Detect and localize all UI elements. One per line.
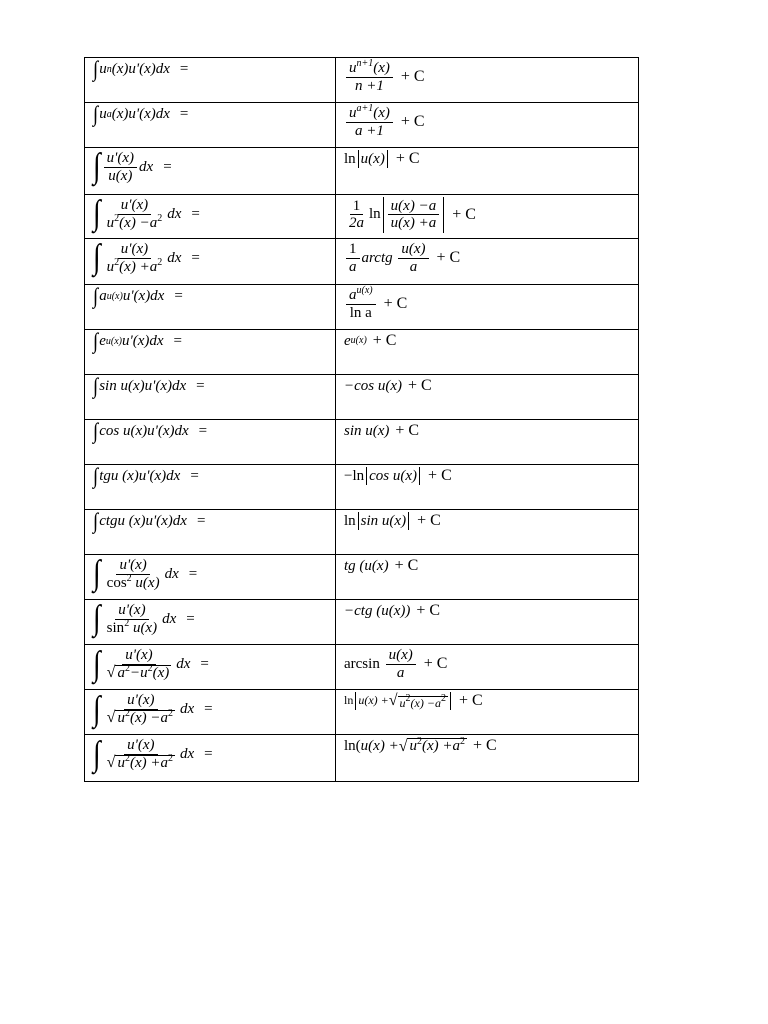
result-cell: $\frac{1}{2a}$ ln $\frac{u(x) -a}{u(x) +a}$ + C [336, 195, 639, 239]
integral-cell: ∫ $\frac{u'(x)}{u^2(x) -a^2}$ dx = [85, 195, 336, 239]
integral-cell: ∫ sin u(x)u'(x)dx = [85, 375, 336, 420]
table-row [85, 735, 639, 782]
integral-formula-table [84, 57, 639, 782]
result-cell: −cos u(x) + C [336, 375, 639, 420]
result-cell: e u(x) + C [336, 330, 639, 375]
table-row [85, 239, 639, 285]
result-cell: ln sin u(x) + C [336, 510, 639, 555]
integral-cell: ∫ e u(x) u'(x)dx = [85, 330, 336, 375]
result-cell: tg (u(x) + C [336, 555, 639, 600]
integral-cell: ∫ $\frac{u'(x)}{\cos^2 u(x)}$ dx = [85, 555, 336, 600]
integral-cell: ∫ ctgu (x)u'(x)dx = [85, 510, 336, 555]
result-cell: $\frac{u^{n+1}(x)}{n +1}$ + C [336, 58, 639, 103]
table-row [85, 420, 639, 465]
integral-cell: ∫ u n (x)u'(x)dx = [85, 58, 336, 103]
table-row [85, 103, 639, 148]
table-row [85, 645, 639, 690]
table-row [85, 58, 639, 103]
result-cell: arcsin $\frac{u(x)}{a}$ + C [336, 645, 639, 690]
integral-cell: ∫ $\frac{u'(x)}{\sin^2 u(x)}$ dx = [85, 600, 336, 645]
table-row [85, 555, 639, 600]
table-row [85, 195, 639, 239]
integral-cell: ∫ u'(x) √ $u^2(x) -a^2$ dx = [85, 690, 336, 735]
table-row [85, 465, 639, 510]
table-row [85, 285, 639, 330]
result-cell: −ln cos u(x) + C [336, 465, 639, 510]
table-row [85, 510, 639, 555]
result-cell: ln u(x) + C [336, 148, 639, 195]
result-cell: $\frac{u^{a+1}(x)}{a +1}$ + C [336, 103, 639, 148]
result-cell: −ctg (u(x)) + C [336, 600, 639, 645]
integral-cell: ∫ u a (x)u'(x)dx = [85, 103, 336, 148]
table-row [85, 330, 639, 375]
result-cell: sin u(x) + C [336, 420, 639, 465]
integral-cell: ∫ $\frac{u'(x)}{u^2(x) +a^2}$ dx = [85, 239, 336, 285]
integral-cell: ∫ cos u(x)u'(x)dx = [85, 420, 336, 465]
result-cell: ln u(x) + √ $u^2(x) -a^2$ + C [336, 690, 639, 735]
integral-cell: ∫ $\frac{u'(x)}{u(x)}$ dx = [85, 148, 336, 195]
integral-cell: ∫ u'(x) √ $a^2-u^2(x)$ dx = [85, 645, 336, 690]
table-row [85, 600, 639, 645]
table-row [85, 148, 639, 195]
table-row [85, 690, 639, 735]
result-cell: ln( u(x) + √ $u^2(x) +a^2$ + C [336, 735, 639, 782]
result-cell: $\frac{1}{a}$ arctg $\frac{u(x)}{a}$ + C [336, 239, 639, 285]
integral-cell: ∫ tgu (x)u'(x)dx = [85, 465, 336, 510]
result-cell: $\frac{a^{u(x)}}{\text{ln a}}$ + C [336, 285, 639, 330]
table-row [85, 375, 639, 420]
integral-cell: ∫ u'(x) √ $u^2(x) +a^2$ dx = [85, 735, 336, 782]
integral-cell: ∫ a u(x) u'(x)dx = [85, 285, 336, 330]
